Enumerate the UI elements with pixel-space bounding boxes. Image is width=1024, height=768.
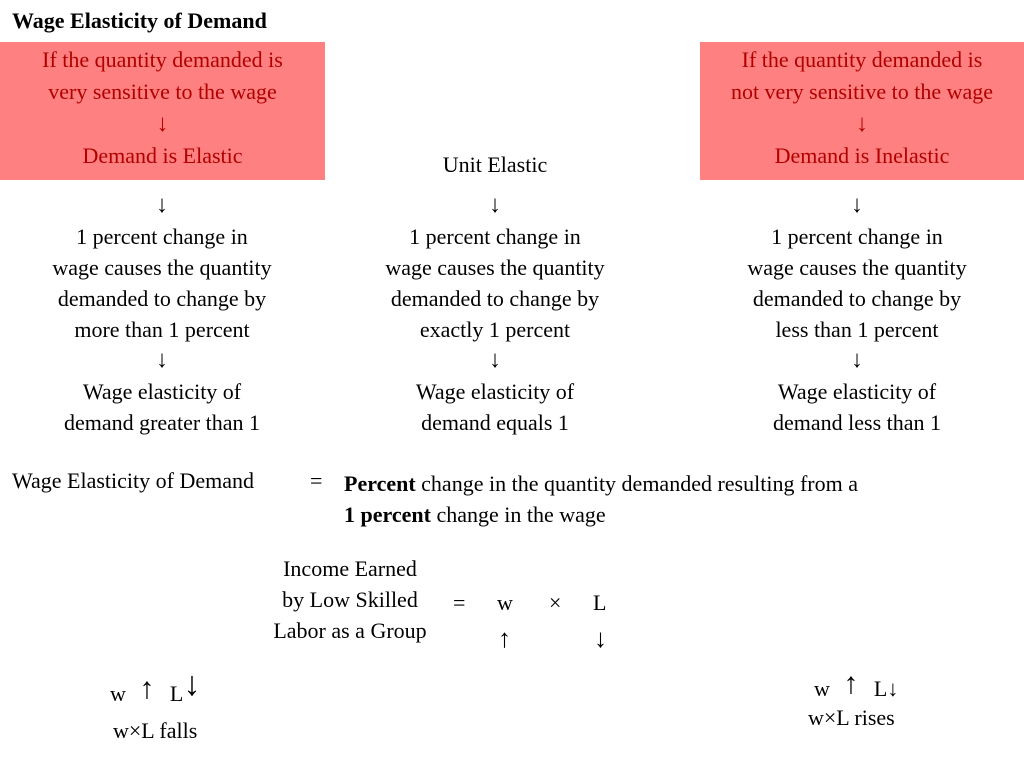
formula-rhs [344, 468, 858, 530]
elastic-column [12, 190, 312, 438]
inelastic-case-result: w×L rises [808, 705, 895, 730]
income-label-line: by Low Skilled [282, 587, 418, 612]
page-title: Wage Elasticity of Demand [12, 8, 267, 33]
unit-result-line: demand equals 1 [421, 410, 569, 435]
formula-lhs: Wage Elasticity of Demand [12, 468, 254, 493]
labor-symbol: L [873, 676, 888, 701]
income-label [250, 553, 450, 646]
formula-rhs-line [344, 499, 858, 530]
down-arrow-icon: ↓ [156, 111, 169, 137]
down-arrow-icon: ↓ [489, 192, 501, 218]
wage-symbol: w [497, 590, 513, 615]
inelastic-result-line: demand less than 1 [772, 410, 942, 435]
times-symbol: × [549, 590, 562, 615]
elastic-result-line: Wage elasticity of [82, 379, 242, 404]
inelastic-change-line: demanded to change by [752, 286, 962, 311]
elastic-result-line: demand greater than 1 [63, 410, 261, 435]
inelastic-column [707, 190, 1007, 438]
elastic-change-line: 1 percent change in [76, 224, 248, 249]
down-arrow-icon: ↓ [156, 192, 168, 218]
elastic-condition-box [0, 42, 325, 180]
down-arrow-icon: ↓ [183, 666, 201, 703]
formula-emphasis: 1 percent [344, 502, 431, 527]
unit-elastic-column [345, 190, 645, 438]
elastic-change-line: more than 1 percent [74, 317, 250, 342]
inelastic-condition-line: not very sensitive to the wage [730, 79, 994, 104]
formula-emphasis: Percent [344, 471, 416, 496]
formula-text: change in the wage [430, 502, 606, 527]
formula-rhs-line [344, 468, 858, 499]
down-arrow-icon: ↓ [489, 347, 501, 373]
inelastic-change-line: 1 percent change in [771, 224, 943, 249]
up-arrow-icon: ↑ [139, 672, 155, 705]
down-arrow-icon: ↓ [594, 624, 607, 653]
unit-change-line: demanded to change by [390, 286, 600, 311]
inelastic-condition-line: If the quantity demanded is [741, 47, 983, 72]
elastic-condition-line: very sensitive to the wage [48, 79, 277, 104]
up-arrow-icon: ↑ [843, 667, 859, 700]
down-arrow-icon: ↓ [851, 192, 863, 218]
unit-change-line: exactly 1 percent [419, 317, 571, 342]
elastic-case [110, 666, 230, 710]
wage-symbol: w [814, 676, 830, 701]
unit-elastic-label: Unit Elastic [442, 152, 548, 177]
up-arrow-icon: ↑ [498, 624, 511, 653]
income-label-line: Labor as a Group [273, 618, 427, 643]
income-equals: = [453, 590, 466, 615]
labor-symbol: L [593, 590, 607, 615]
income-label-line: Income Earned [283, 556, 417, 581]
elastic-change-line: demanded to change by [57, 286, 267, 311]
inelastic-case [814, 667, 934, 704]
down-arrow-icon: ↓ [887, 676, 899, 701]
elastic-condition-line: If the quantity demanded is [42, 47, 283, 72]
wage-symbol: w [110, 681, 126, 706]
elastic-demand-label: Demand is Elastic [82, 143, 243, 168]
inelastic-condition-box [700, 42, 1024, 180]
labor-symbol: L [169, 681, 184, 706]
down-arrow-icon: ↓ [851, 347, 863, 373]
inelastic-result-line: Wage elasticity of [777, 379, 937, 404]
elastic-case-result: w×L falls [113, 718, 198, 743]
formula-equals: = [310, 468, 323, 493]
inelastic-demand-label: Demand is Inelastic [774, 143, 950, 168]
unit-change-line: wage causes the quantity [385, 255, 605, 280]
down-arrow-icon: ↓ [856, 111, 868, 137]
down-arrow-icon: ↓ [156, 347, 168, 373]
unit-change-line: 1 percent change in [409, 224, 581, 249]
inelastic-change-line: wage causes the quantity [747, 255, 967, 280]
elastic-change-line: wage causes the quantity [52, 255, 272, 280]
formula-text: change in the quantity demanded resulting from a [415, 471, 858, 496]
unit-result-line: Wage elasticity of [415, 379, 575, 404]
inelastic-change-line: less than 1 percent [775, 317, 939, 342]
